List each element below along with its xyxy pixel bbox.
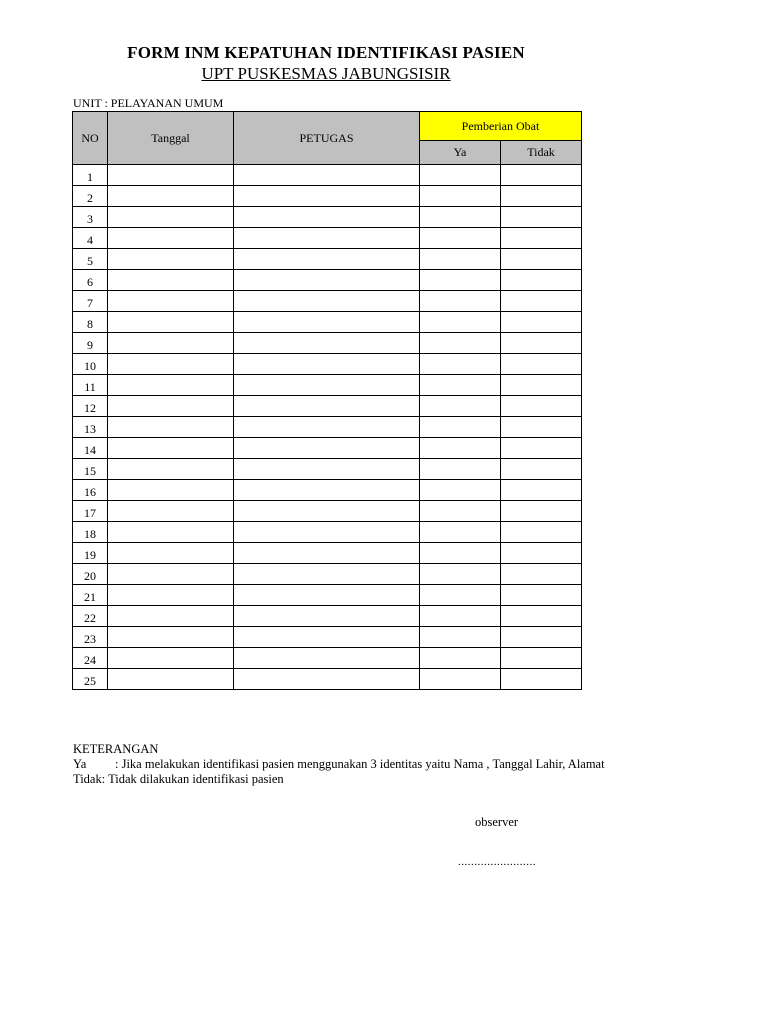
date-cell[interactable] (108, 354, 234, 375)
yes-cell[interactable] (420, 501, 501, 522)
row-number-cell: 20 (73, 564, 108, 585)
yes-cell[interactable] (420, 228, 501, 249)
date-cell[interactable] (108, 459, 234, 480)
notes-no-key: Tidak (73, 772, 102, 786)
table-row (73, 543, 582, 564)
date-cell[interactable] (108, 606, 234, 627)
date-cell[interactable] (108, 186, 234, 207)
table-row (73, 207, 582, 228)
date-cell[interactable] (108, 291, 234, 312)
date-cell[interactable] (108, 165, 234, 186)
officer-cell[interactable] (234, 480, 420, 501)
date-cell[interactable] (108, 564, 234, 585)
yes-cell[interactable] (420, 417, 501, 438)
officer-cell[interactable] (234, 627, 420, 648)
no-answer-cell[interactable] (501, 228, 582, 249)
officer-cell[interactable] (234, 291, 420, 312)
no-answer-cell[interactable] (501, 585, 582, 606)
row-number-cell: 23 (73, 627, 108, 648)
officer-cell[interactable] (234, 417, 420, 438)
yes-cell[interactable] (420, 333, 501, 354)
notes-yes-key: Ya (73, 757, 87, 771)
table-row (73, 312, 582, 333)
yes-cell[interactable] (420, 396, 501, 417)
table-row (73, 375, 582, 396)
notes-no-row (73, 772, 605, 787)
row-number-cell: 19 (73, 543, 108, 564)
officer-cell[interactable] (234, 501, 420, 522)
date-cell[interactable] (108, 669, 234, 690)
no-answer-cell[interactable] (501, 270, 582, 291)
header-no-answer: Tidak (501, 141, 582, 165)
row-number-cell: 11 (73, 375, 108, 396)
header-medication-group: Pemberian Obat (420, 112, 582, 141)
no-answer-cell[interactable] (501, 291, 582, 312)
date-cell[interactable] (108, 249, 234, 270)
officer-cell[interactable] (234, 459, 420, 480)
row-number-cell: 22 (73, 606, 108, 627)
row-number-cell: 12 (73, 396, 108, 417)
table-row (73, 270, 582, 291)
compliance-table (72, 111, 582, 690)
row-number-cell: 8 (73, 312, 108, 333)
yes-cell[interactable] (420, 375, 501, 396)
table-row (73, 522, 582, 543)
officer-cell[interactable] (234, 249, 420, 270)
date-cell[interactable] (108, 522, 234, 543)
date-cell[interactable] (108, 480, 234, 501)
table-row (73, 459, 582, 480)
table-row (73, 228, 582, 249)
yes-cell[interactable] (420, 585, 501, 606)
row-number-cell: 6 (73, 270, 108, 291)
date-cell[interactable] (108, 228, 234, 249)
date-cell[interactable] (108, 396, 234, 417)
yes-cell[interactable] (420, 207, 501, 228)
officer-cell[interactable] (234, 669, 420, 690)
date-cell[interactable] (108, 585, 234, 606)
row-number-cell: 10 (73, 354, 108, 375)
no-answer-cell[interactable] (501, 312, 582, 333)
notes-section (73, 742, 605, 787)
no-answer-cell[interactable] (501, 564, 582, 585)
date-cell[interactable] (108, 627, 234, 648)
no-answer-cell[interactable] (501, 648, 582, 669)
row-number-cell: 14 (73, 438, 108, 459)
no-answer-cell[interactable] (501, 375, 582, 396)
table-row (73, 249, 582, 270)
date-cell[interactable] (108, 417, 234, 438)
officer-cell[interactable] (234, 270, 420, 291)
officer-cell[interactable] (234, 165, 420, 186)
date-cell[interactable] (108, 270, 234, 291)
row-number-cell: 1 (73, 165, 108, 186)
officer-cell[interactable] (234, 375, 420, 396)
yes-cell[interactable] (420, 249, 501, 270)
row-number-cell: 7 (73, 291, 108, 312)
yes-cell[interactable] (420, 165, 501, 186)
officer-cell[interactable] (234, 396, 420, 417)
yes-cell[interactable] (420, 669, 501, 690)
date-cell[interactable] (108, 501, 234, 522)
officer-cell[interactable] (234, 585, 420, 606)
row-number-cell: 25 (73, 669, 108, 690)
yes-cell[interactable] (420, 270, 501, 291)
table-row (73, 396, 582, 417)
no-answer-cell[interactable] (501, 333, 582, 354)
header-date: Tanggal (108, 112, 234, 165)
no-answer-cell[interactable] (501, 417, 582, 438)
yes-cell[interactable] (420, 186, 501, 207)
table-row (73, 438, 582, 459)
table-row (73, 480, 582, 501)
signature-line: ........................ (458, 856, 536, 868)
row-number-cell: 16 (73, 480, 108, 501)
date-cell[interactable] (108, 543, 234, 564)
table-row (73, 501, 582, 522)
form-title: FORM INM KEPATUHAN IDENTIFIKASI PASIEN (127, 43, 525, 62)
yes-cell[interactable] (420, 480, 501, 501)
officer-cell[interactable] (234, 564, 420, 585)
yes-cell[interactable] (420, 291, 501, 312)
row-number-cell: 18 (73, 522, 108, 543)
yes-cell[interactable] (420, 522, 501, 543)
table-row (73, 417, 582, 438)
unit-label: UNIT : PELAYANAN UMUM (73, 96, 224, 110)
yes-cell[interactable] (420, 564, 501, 585)
no-answer-cell[interactable] (501, 501, 582, 522)
yes-cell[interactable] (420, 648, 501, 669)
no-answer-cell[interactable] (501, 186, 582, 207)
no-answer-cell[interactable] (501, 543, 582, 564)
table-row (73, 606, 582, 627)
row-number-cell: 4 (73, 228, 108, 249)
no-answer-cell[interactable] (501, 165, 582, 186)
notes-heading: KETERANGAN (73, 742, 159, 756)
table-row (73, 585, 582, 606)
officer-cell[interactable] (234, 207, 420, 228)
no-answer-cell[interactable] (501, 522, 582, 543)
officer-cell[interactable] (234, 648, 420, 669)
officer-cell[interactable] (234, 438, 420, 459)
no-answer-cell[interactable] (501, 396, 582, 417)
row-number-cell: 2 (73, 186, 108, 207)
header-officer: PETUGAS (234, 112, 420, 165)
row-number-cell: 9 (73, 333, 108, 354)
officer-cell[interactable] (234, 228, 420, 249)
yes-cell[interactable] (420, 459, 501, 480)
officer-cell[interactable] (234, 606, 420, 627)
table-body (73, 165, 582, 690)
table-row (73, 291, 582, 312)
no-answer-cell[interactable] (501, 438, 582, 459)
date-cell[interactable] (108, 333, 234, 354)
date-cell[interactable] (108, 312, 234, 333)
officer-cell[interactable] (234, 522, 420, 543)
table-row (73, 669, 582, 690)
table-row (73, 627, 582, 648)
row-number-cell: 5 (73, 249, 108, 270)
no-answer-cell[interactable] (501, 480, 582, 501)
officer-cell[interactable] (234, 333, 420, 354)
yes-cell[interactable] (420, 606, 501, 627)
yes-cell[interactable] (420, 627, 501, 648)
date-cell[interactable] (108, 648, 234, 669)
date-cell[interactable] (108, 438, 234, 459)
no-answer-cell[interactable] (501, 606, 582, 627)
row-number-cell: 17 (73, 501, 108, 522)
no-answer-cell[interactable] (501, 459, 582, 480)
date-cell[interactable] (108, 207, 234, 228)
no-answer-cell[interactable] (501, 207, 582, 228)
no-answer-cell[interactable] (501, 249, 582, 270)
yes-cell[interactable] (420, 354, 501, 375)
date-cell[interactable] (108, 375, 234, 396)
notes-no-text: : Tidak dilakukan identifikasi pasien (101, 772, 284, 786)
table-row (73, 333, 582, 354)
row-number-cell: 13 (73, 417, 108, 438)
table-row (73, 354, 582, 375)
header-yes: Ya (420, 141, 501, 165)
no-answer-cell[interactable] (501, 354, 582, 375)
officer-cell[interactable] (234, 354, 420, 375)
notes-yes-row (73, 757, 605, 772)
notes-yes-text: : Jika melakukan identifikasi pasien menggunakan 3 identitas yaitu Nama , Tanggal Lahir, Alamat (115, 757, 605, 771)
officer-cell[interactable] (234, 186, 420, 207)
observer-label: observer (475, 815, 519, 829)
row-number-cell: 24 (73, 648, 108, 669)
yes-cell[interactable] (420, 543, 501, 564)
officer-cell[interactable] (234, 543, 420, 564)
yes-cell[interactable] (420, 312, 501, 333)
row-number-cell: 21 (73, 585, 108, 606)
table-row (73, 186, 582, 207)
form-subtitle: UPT PUSKESMAS JABUNGSISIR (201, 64, 451, 83)
row-number-cell: 15 (73, 459, 108, 480)
row-number-cell: 3 (73, 207, 108, 228)
header-no: NO (73, 112, 108, 165)
yes-cell[interactable] (420, 438, 501, 459)
no-answer-cell[interactable] (501, 669, 582, 690)
officer-cell[interactable] (234, 312, 420, 333)
no-answer-cell[interactable] (501, 627, 582, 648)
table-row (73, 165, 582, 186)
table-row (73, 648, 582, 669)
table-row (73, 564, 582, 585)
